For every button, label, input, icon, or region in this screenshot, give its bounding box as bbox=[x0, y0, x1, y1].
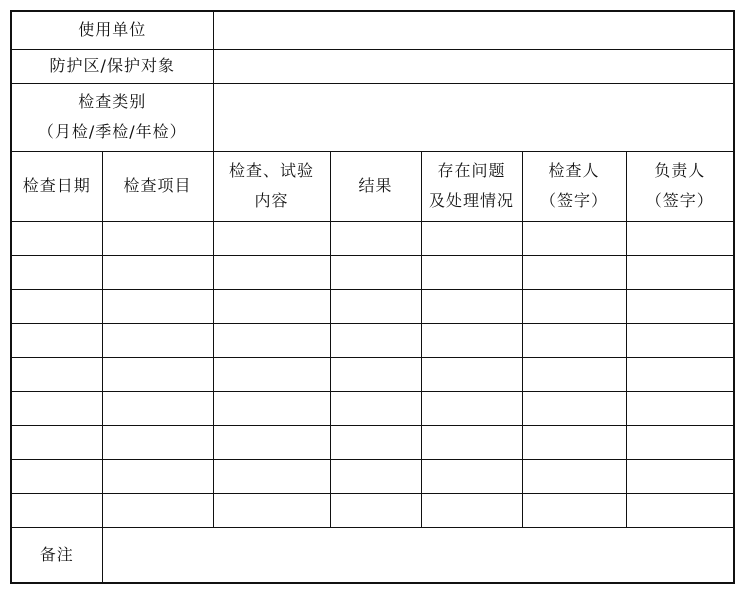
inspection-category-label-line1: 检查类别 bbox=[78, 92, 147, 111]
record-row bbox=[11, 493, 734, 527]
record-cell-date[interactable] bbox=[11, 289, 102, 323]
record-cell-result[interactable] bbox=[330, 221, 421, 255]
record-cell-item[interactable] bbox=[102, 323, 213, 357]
record-cell-manager[interactable] bbox=[626, 425, 734, 459]
remarks-label: 备注 bbox=[11, 527, 102, 583]
record-cell-item[interactable] bbox=[102, 425, 213, 459]
record-cell-inspector[interactable] bbox=[522, 255, 626, 289]
unit-row bbox=[11, 11, 734, 49]
inspection-record-form bbox=[10, 10, 735, 584]
record-cell-issue[interactable] bbox=[421, 391, 522, 425]
record-cell-content[interactable] bbox=[213, 357, 330, 391]
col-header-content-line2: 内容 bbox=[254, 191, 289, 210]
record-cell-result[interactable] bbox=[330, 459, 421, 493]
col-header-inspector bbox=[522, 151, 626, 221]
record-cell-date[interactable] bbox=[11, 255, 102, 289]
record-cell-content[interactable] bbox=[213, 425, 330, 459]
inspection-category-value-field[interactable] bbox=[213, 83, 734, 151]
record-row bbox=[11, 221, 734, 255]
record-cell-content[interactable] bbox=[213, 493, 330, 527]
inspection-category-label-line2: （月检/季检/年检） bbox=[37, 122, 187, 141]
record-cell-content[interactable] bbox=[213, 255, 330, 289]
record-cell-date[interactable] bbox=[11, 391, 102, 425]
record-cell-issue[interactable] bbox=[421, 255, 522, 289]
protection-target-value-field[interactable] bbox=[213, 49, 734, 83]
protection-target-row bbox=[11, 49, 734, 83]
record-row bbox=[11, 391, 734, 425]
record-cell-content[interactable] bbox=[213, 391, 330, 425]
column-header-row bbox=[11, 151, 734, 221]
record-cell-manager[interactable] bbox=[626, 391, 734, 425]
record-cell-item[interactable] bbox=[102, 357, 213, 391]
col-header-content bbox=[213, 151, 330, 221]
record-cell-result[interactable] bbox=[330, 493, 421, 527]
record-row bbox=[11, 255, 734, 289]
record-cell-date[interactable] bbox=[11, 221, 102, 255]
record-cell-item[interactable] bbox=[102, 391, 213, 425]
record-cell-inspector[interactable] bbox=[522, 459, 626, 493]
record-cell-inspector[interactable] bbox=[522, 357, 626, 391]
col-header-issue-line2: 及处理情况 bbox=[429, 191, 515, 210]
record-cell-inspector[interactable] bbox=[522, 425, 626, 459]
record-row bbox=[11, 459, 734, 493]
record-cell-issue[interactable] bbox=[421, 459, 522, 493]
record-cell-issue[interactable] bbox=[421, 221, 522, 255]
record-cell-result[interactable] bbox=[330, 289, 421, 323]
record-cell-content[interactable] bbox=[213, 289, 330, 323]
record-cell-item[interactable] bbox=[102, 289, 213, 323]
record-cell-content[interactable] bbox=[213, 221, 330, 255]
record-cell-content[interactable] bbox=[213, 323, 330, 357]
record-cell-issue[interactable] bbox=[421, 357, 522, 391]
record-cell-result[interactable] bbox=[330, 357, 421, 391]
record-cell-date[interactable] bbox=[11, 357, 102, 391]
record-cell-date[interactable] bbox=[11, 323, 102, 357]
record-cell-content[interactable] bbox=[213, 459, 330, 493]
record-cell-result[interactable] bbox=[330, 391, 421, 425]
record-cell-manager[interactable] bbox=[626, 323, 734, 357]
record-cell-result[interactable] bbox=[330, 255, 421, 289]
record-cell-manager[interactable] bbox=[626, 221, 734, 255]
record-cell-item[interactable] bbox=[102, 493, 213, 527]
record-row bbox=[11, 289, 734, 323]
record-cell-manager[interactable] bbox=[626, 357, 734, 391]
col-header-result: 结果 bbox=[330, 151, 421, 221]
record-cell-manager[interactable] bbox=[626, 289, 734, 323]
record-cell-item[interactable] bbox=[102, 255, 213, 289]
col-header-manager-line2: （签字） bbox=[645, 191, 714, 210]
unit-value-field[interactable] bbox=[213, 11, 734, 49]
col-header-content-line1: 检查、试验 bbox=[229, 161, 315, 180]
record-cell-result[interactable] bbox=[330, 323, 421, 357]
record-cell-result[interactable] bbox=[330, 425, 421, 459]
remarks-value-field[interactable] bbox=[102, 527, 734, 583]
unit-label: 使用单位 bbox=[11, 11, 213, 49]
record-cell-date[interactable] bbox=[11, 493, 102, 527]
record-cell-item[interactable] bbox=[102, 221, 213, 255]
record-cell-manager[interactable] bbox=[626, 255, 734, 289]
record-cell-issue[interactable] bbox=[421, 323, 522, 357]
col-header-manager-line1: 负责人 bbox=[654, 161, 706, 180]
record-cell-issue[interactable] bbox=[421, 289, 522, 323]
col-header-inspector-line2: （签字） bbox=[540, 191, 609, 210]
record-cell-inspector[interactable] bbox=[522, 323, 626, 357]
record-row bbox=[11, 357, 734, 391]
col-header-item: 检查项目 bbox=[102, 151, 213, 221]
col-header-inspector-line1: 检查人 bbox=[548, 161, 600, 180]
remarks-row bbox=[11, 527, 734, 583]
record-cell-item[interactable] bbox=[102, 459, 213, 493]
inspection-category-row bbox=[11, 83, 734, 151]
col-header-date: 检查日期 bbox=[11, 151, 102, 221]
protection-target-label: 防护区/保护对象 bbox=[11, 49, 213, 83]
record-cell-date[interactable] bbox=[11, 459, 102, 493]
col-header-issue-line1: 存在问题 bbox=[437, 161, 506, 180]
col-header-manager bbox=[626, 151, 734, 221]
record-row bbox=[11, 323, 734, 357]
record-row bbox=[11, 425, 734, 459]
col-header-issue bbox=[421, 151, 522, 221]
inspection-category-label bbox=[11, 83, 213, 151]
record-cell-inspector[interactable] bbox=[522, 493, 626, 527]
record-cell-inspector[interactable] bbox=[522, 221, 626, 255]
record-cell-issue[interactable] bbox=[421, 493, 522, 527]
record-cell-issue[interactable] bbox=[421, 425, 522, 459]
record-cell-inspector[interactable] bbox=[522, 289, 626, 323]
record-cell-inspector[interactable] bbox=[522, 391, 626, 425]
record-cell-manager[interactable] bbox=[626, 493, 734, 527]
record-cell-manager[interactable] bbox=[626, 459, 734, 493]
record-cell-date[interactable] bbox=[11, 425, 102, 459]
